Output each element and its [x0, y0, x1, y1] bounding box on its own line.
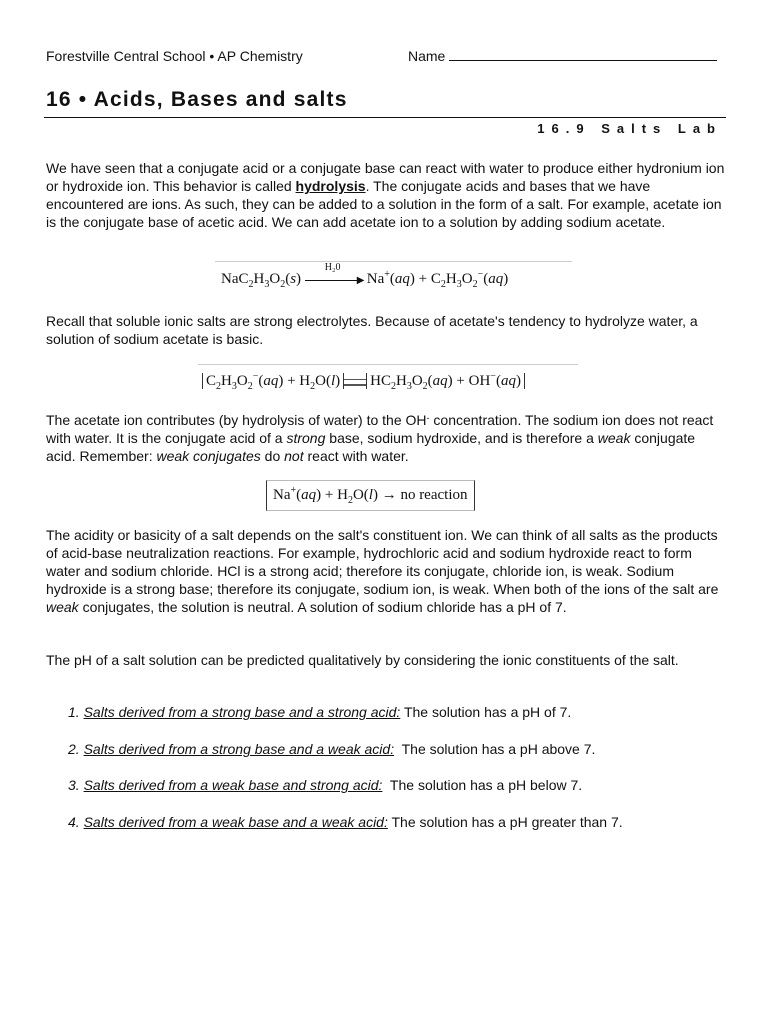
list-item: 1. Salts derived from a strong base and a strong acid: The solution has a pH of 7. — [68, 704, 572, 720]
ph-prediction-paragraph: The pH of a salt solution can be predicted qualitatively by considering the ionic constituents of the salt. — [46, 652, 679, 668]
equilibrium-arrow-icon — [344, 376, 366, 388]
electrolyte-paragraph: Recall that soluble ionic salts are strong electrolytes. Because of acetate's tendency to hydrolyze water, a solution of sodium acetate is basic. — [46, 313, 698, 347]
acidity-basicity-paragraph: The acidity or basicity of a salt depends on the salt's constituent ion. We can think of all salts as the products of acid-base neutralization reactions. For example, hydrochloric acid and sodium hydroxide react to form water and sodium chloride. HCl is a strong acid; therefore its conjugate, chloride ion, is weak. Sodium hydroxide is a strong base; therefore its conjugate, sodium ion, is weak. When both of the ions of the salt are weak conjugates, the solution is neutral. A solution of sodium chloride has a pH of 7. — [46, 527, 719, 615]
reaction-arrow-icon: H₂0 ▶ — [305, 274, 367, 286]
name-blank-line[interactable] — [449, 48, 717, 61]
equation-acetate-hydrolysis: $C_2H_3O_2^-(aq) + H_2O(l)$ $HC_2H_3O_2(aq) + OH^-(aq)$ — [198, 364, 578, 394]
section-subtitle: 16.9 Salts Lab — [537, 121, 722, 136]
school-course-header: Forestville Central School • AP Chemistry — [46, 48, 303, 64]
equation-sodium-acetate-dissolution: $NaC_2H_3O_2(s)$ H₂0 ▶ $Na^+(aq) + C_2H_3O_2^-(aq)$ — [215, 261, 572, 292]
hydrolysis-term: hydrolysis — [295, 178, 366, 194]
equation-sodium-no-reaction: $Na^+(aq) + H_2O(l)$ → no reaction — [266, 480, 475, 511]
acetate-ion-paragraph: The acetate ion contributes (by hydrolysis of water) to the OH- concentration. The sodium ion does not react with water. It is the conjugate acid of a strong base, sodium hydroxide, and is therefore a weak conjugate acid. Remember: weak conjugates do not react with water. — [46, 412, 714, 464]
list-item: 2. Salts derived from a strong base and a weak acid: The solution has a pH above 7. — [68, 741, 596, 757]
name-label: Name — [408, 48, 446, 64]
page-title: 16 • Acids, Bases and salts — [46, 88, 348, 111]
title-divider — [44, 117, 726, 118]
list-item: 4. Salts derived from a weak base and a weak acid: The solution has a pH greater than 7. — [68, 814, 623, 830]
list-item: 3. Salts derived from a weak base and strong acid: The solution has a pH below 7. — [68, 777, 583, 793]
name-field[interactable] — [408, 48, 717, 64]
intro-paragraph: We have seen that a conjugate acid or a conjugate base can react with water to produce either hydronium ion or hydroxide ion. This behavior is called hydrolysis. The conjugate acids and bases that we have encountered are ions. As such, they can be added to a solution in the form of a salt. For example, acetate ion is the conjugate base of acetic acid. We can add acetate ion to a solution by adding sodium acetate. — [46, 160, 725, 230]
